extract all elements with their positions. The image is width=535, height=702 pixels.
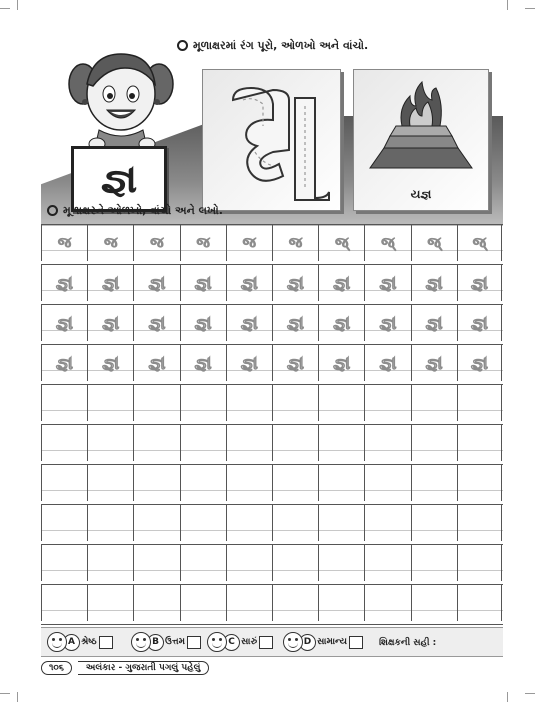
writing-cell[interactable] xyxy=(318,425,364,461)
tracing-cell xyxy=(318,345,364,381)
tracing-cell xyxy=(180,265,226,301)
bullet-circle-icon xyxy=(47,205,58,216)
grade-d xyxy=(283,632,363,652)
writing-cell[interactable] xyxy=(411,465,457,501)
dotted-letter: જ્ઞ xyxy=(240,352,258,374)
writing-cell[interactable] xyxy=(226,585,272,621)
writing-cell[interactable] xyxy=(87,505,133,541)
smiley-face-icon xyxy=(131,632,151,652)
dotted-letter: જ્ઞ xyxy=(240,272,258,294)
tracing-row xyxy=(41,224,503,261)
writing-cell[interactable] xyxy=(87,545,133,581)
writing-cell[interactable] xyxy=(364,385,410,421)
writing-cell[interactable] xyxy=(457,505,502,541)
tracing-cell xyxy=(133,265,179,301)
writing-cell[interactable] xyxy=(318,545,364,581)
writing-cell[interactable] xyxy=(226,545,272,581)
tracing-cell xyxy=(457,305,502,341)
letter-outline-panel xyxy=(202,69,341,211)
grade-bar xyxy=(41,627,503,657)
tracing-cell xyxy=(133,225,179,261)
writing-cell[interactable] xyxy=(272,425,318,461)
writing-cell[interactable] xyxy=(133,585,179,621)
grade-label: શ્રેષ્ઠ xyxy=(81,637,97,647)
writing-cell[interactable] xyxy=(226,465,272,501)
writing-cell[interactable] xyxy=(457,385,502,421)
letter-board-text: જ્ઞ xyxy=(100,156,138,202)
writing-cell[interactable] xyxy=(318,385,364,421)
crop-mark-top-right-v xyxy=(507,0,518,10)
dotted-letter: જ xyxy=(104,235,118,251)
smiley-face-icon xyxy=(283,632,303,652)
writing-cell[interactable] xyxy=(411,385,457,421)
writing-cell[interactable] xyxy=(457,545,502,581)
tracing-cell xyxy=(364,345,410,381)
crop-mark-bottom-left xyxy=(0,693,10,694)
dotted-letter: જ્ઞ xyxy=(55,352,74,374)
letter-board xyxy=(71,146,167,212)
writing-cell[interactable] xyxy=(226,385,272,421)
dotted-letter: જ્ઞ xyxy=(194,272,212,294)
grade-a xyxy=(47,632,113,652)
writing-cell[interactable] xyxy=(133,385,179,421)
writing-cell[interactable] xyxy=(411,505,457,541)
tracing-cell xyxy=(180,345,226,381)
tracing-cell xyxy=(41,345,87,381)
dotted-letter: જ્ઞ xyxy=(148,312,166,334)
tracing-cell xyxy=(272,265,318,301)
dotted-letter: જ્ઞ xyxy=(286,352,305,374)
crop-mark-bottom-right xyxy=(525,693,535,694)
smiley-face-icon xyxy=(47,632,67,652)
writing-cell[interactable] xyxy=(364,585,410,621)
tracing-cell xyxy=(226,265,272,301)
tracing-cell xyxy=(364,265,410,301)
grid-bottom-border xyxy=(41,624,503,625)
tracing-cell xyxy=(318,225,364,261)
tracing-row xyxy=(41,264,503,301)
dotted-letter: જ્ઞ xyxy=(286,312,305,334)
dotted-letter: જ્ઞ xyxy=(148,272,166,294)
dotted-letter: જ્ xyxy=(381,235,395,251)
writing-cell[interactable] xyxy=(272,545,318,581)
writing-cell[interactable] xyxy=(41,425,87,461)
tracing-cell xyxy=(87,225,133,261)
grade-letter: B xyxy=(147,634,164,651)
writing-cell[interactable] xyxy=(364,505,410,541)
dotted-letter: જ્ઞ xyxy=(425,312,443,334)
dotted-letter: જ્ઞ xyxy=(425,352,443,374)
instruction-middle xyxy=(47,204,223,218)
grade-letter: A xyxy=(63,634,80,651)
dotted-letter: જ્ઞ xyxy=(101,312,120,334)
tracing-cell xyxy=(41,225,87,261)
tracing-cell xyxy=(180,305,226,341)
grade-label: ઉત્તમ xyxy=(165,637,186,647)
blank-writing-row xyxy=(41,504,503,541)
tracing-cell xyxy=(272,345,318,381)
instruction-middle-text: મૂળાક્ષરને ઓળખો, વાંચો અને લખો. xyxy=(63,204,223,217)
tracing-cell xyxy=(457,345,502,381)
dotted-letter: જ્ xyxy=(427,235,441,251)
letter-outline-drawing xyxy=(203,70,340,210)
writing-cell[interactable] xyxy=(87,425,133,461)
blank-writing-row xyxy=(41,584,503,621)
dotted-letter: જ્ઞ xyxy=(332,312,351,334)
tracing-cell xyxy=(133,345,179,381)
page-number: ૧૦૬ xyxy=(41,661,72,675)
instruction-top xyxy=(177,39,368,53)
writing-cell[interactable] xyxy=(272,505,318,541)
picture-word-label: યજ્ઞ xyxy=(410,187,432,201)
dotted-letter: જ્ઞ xyxy=(379,352,397,374)
tracing-cell xyxy=(133,305,179,341)
dotted-letter: જ્ઞ xyxy=(470,272,489,294)
writing-cell[interactable] xyxy=(457,585,502,621)
crop-mark-top-right xyxy=(525,8,535,19)
tracing-cell xyxy=(457,225,502,261)
writing-cell[interactable] xyxy=(272,465,318,501)
smiley-face-icon xyxy=(207,632,227,652)
tracing-cell xyxy=(411,265,457,301)
dotted-letter: જ્ઞ xyxy=(379,312,397,334)
page-footer xyxy=(41,661,209,675)
dotted-letter: જ xyxy=(242,235,256,251)
writing-cell[interactable] xyxy=(133,545,179,581)
tracing-cell xyxy=(411,225,457,261)
dotted-letter: જ્ઞ xyxy=(379,272,397,294)
tracing-cell xyxy=(226,345,272,381)
grade-label: સારું xyxy=(241,637,258,647)
tracing-cell xyxy=(226,305,272,341)
dotted-letter: જ્ xyxy=(335,235,349,251)
tracing-cell xyxy=(457,265,502,301)
writing-cell[interactable] xyxy=(457,425,502,461)
tracing-cell xyxy=(411,305,457,341)
tracing-cell xyxy=(411,345,457,381)
dotted-letter: જ્ઞ xyxy=(148,352,166,374)
writing-cell[interactable] xyxy=(87,385,133,421)
writing-cell[interactable] xyxy=(411,545,457,581)
tracing-cell xyxy=(87,265,133,301)
dotted-letter: જ્ઞ xyxy=(286,272,305,294)
tracing-cell xyxy=(87,345,133,381)
grade-letter: D xyxy=(299,634,316,651)
writing-cell[interactable] xyxy=(41,505,87,541)
dotted-letter: જ્ઞ xyxy=(470,312,489,334)
dotted-letter: જ્ઞ xyxy=(194,352,212,374)
dotted-letter: જ્ઞ xyxy=(101,272,120,294)
dotted-letter: જ xyxy=(196,235,210,251)
grade-label: સામાન્ય xyxy=(317,637,347,647)
dotted-letter: જ્ઞ xyxy=(240,312,258,334)
havan-fire-picture xyxy=(354,70,488,180)
writing-cell[interactable] xyxy=(41,545,87,581)
writing-cell[interactable] xyxy=(272,585,318,621)
crop-mark-bottom-left-v xyxy=(17,692,28,702)
teacher-signature-label: શિક્ષકની સહી : xyxy=(379,638,437,648)
dotted-letter: જ્ xyxy=(472,235,487,251)
writing-cell[interactable] xyxy=(411,425,457,461)
blank-writing-row xyxy=(41,544,503,581)
writing-cell[interactable] xyxy=(226,505,272,541)
dotted-letter: જ xyxy=(288,235,303,251)
dotted-letter: જ xyxy=(150,235,164,251)
writing-cell[interactable] xyxy=(87,585,133,621)
writing-cell[interactable] xyxy=(41,585,87,621)
grade-letter: C xyxy=(223,634,240,651)
writing-cell[interactable] xyxy=(318,585,364,621)
dotted-letter: જ xyxy=(57,235,72,251)
dotted-letter: જ્ઞ xyxy=(194,312,212,334)
writing-cell[interactable] xyxy=(226,425,272,461)
dotted-letter: જ્ઞ xyxy=(101,352,120,374)
writing-cell[interactable] xyxy=(318,465,364,501)
writing-cell[interactable] xyxy=(272,385,318,421)
tracing-cell xyxy=(180,225,226,261)
writing-cell[interactable] xyxy=(41,465,87,501)
worksheet-page xyxy=(41,22,503,672)
girl-illustration xyxy=(63,46,178,156)
grade-checkbox[interactable] xyxy=(259,636,273,649)
book-title: અલંકાર - ગુજરાતી પગલું પહેલું xyxy=(78,661,210,675)
picture-panel xyxy=(353,69,489,211)
tracing-cell xyxy=(318,265,364,301)
crop-mark-bottom-right-v xyxy=(507,692,518,702)
writing-cell[interactable] xyxy=(41,385,87,421)
writing-cell[interactable] xyxy=(180,465,226,501)
writing-cell[interactable] xyxy=(411,585,457,621)
tracing-cell xyxy=(364,225,410,261)
blank-writing-row xyxy=(41,424,503,461)
tracing-cell xyxy=(87,305,133,341)
writing-cell[interactable] xyxy=(364,545,410,581)
tracing-row xyxy=(41,344,503,381)
writing-cell[interactable] xyxy=(133,505,179,541)
writing-cell[interactable] xyxy=(180,545,226,581)
dotted-letter: જ્ઞ xyxy=(332,272,351,294)
crop-mark-top-left xyxy=(0,8,10,19)
writing-cell[interactable] xyxy=(180,505,226,541)
tracing-cell xyxy=(41,265,87,301)
tracing-cell xyxy=(272,305,318,341)
writing-cell[interactable] xyxy=(318,505,364,541)
grade-checkbox[interactable] xyxy=(99,636,113,649)
tracing-cell xyxy=(226,225,272,261)
writing-cell[interactable] xyxy=(364,465,410,501)
dotted-letter: જ્ઞ xyxy=(470,352,489,374)
dotted-letter: જ્ઞ xyxy=(55,312,74,334)
grade-checkbox[interactable] xyxy=(187,636,201,649)
tracing-cell xyxy=(41,305,87,341)
dotted-letter: જ્ઞ xyxy=(425,272,443,294)
writing-cell[interactable] xyxy=(180,585,226,621)
writing-cell[interactable] xyxy=(457,465,502,501)
writing-cell[interactable] xyxy=(133,425,179,461)
bullet-circle-icon xyxy=(177,40,188,51)
writing-cell[interactable] xyxy=(87,465,133,501)
grade-b xyxy=(131,632,201,652)
tracing-cell xyxy=(364,305,410,341)
crop-mark-top-left-v xyxy=(17,0,28,10)
writing-cell[interactable] xyxy=(180,385,226,421)
grade-checkbox[interactable] xyxy=(349,636,363,649)
writing-cell[interactable] xyxy=(180,425,226,461)
dotted-letter: જ્ઞ xyxy=(55,272,74,294)
tracing-cell xyxy=(318,305,364,341)
dotted-letter: જ્ઞ xyxy=(332,352,351,374)
blank-writing-row xyxy=(41,464,503,501)
writing-cell[interactable] xyxy=(364,425,410,461)
blank-writing-row xyxy=(41,384,503,421)
instruction-top-text: મૂળાક્ષરમાં રંગ પૂરો, ઓળખો અને વાંચો. xyxy=(193,39,369,52)
writing-cell[interactable] xyxy=(133,465,179,501)
tracing-row xyxy=(41,304,503,341)
grade-c xyxy=(207,632,273,652)
tracing-cell xyxy=(272,225,318,261)
